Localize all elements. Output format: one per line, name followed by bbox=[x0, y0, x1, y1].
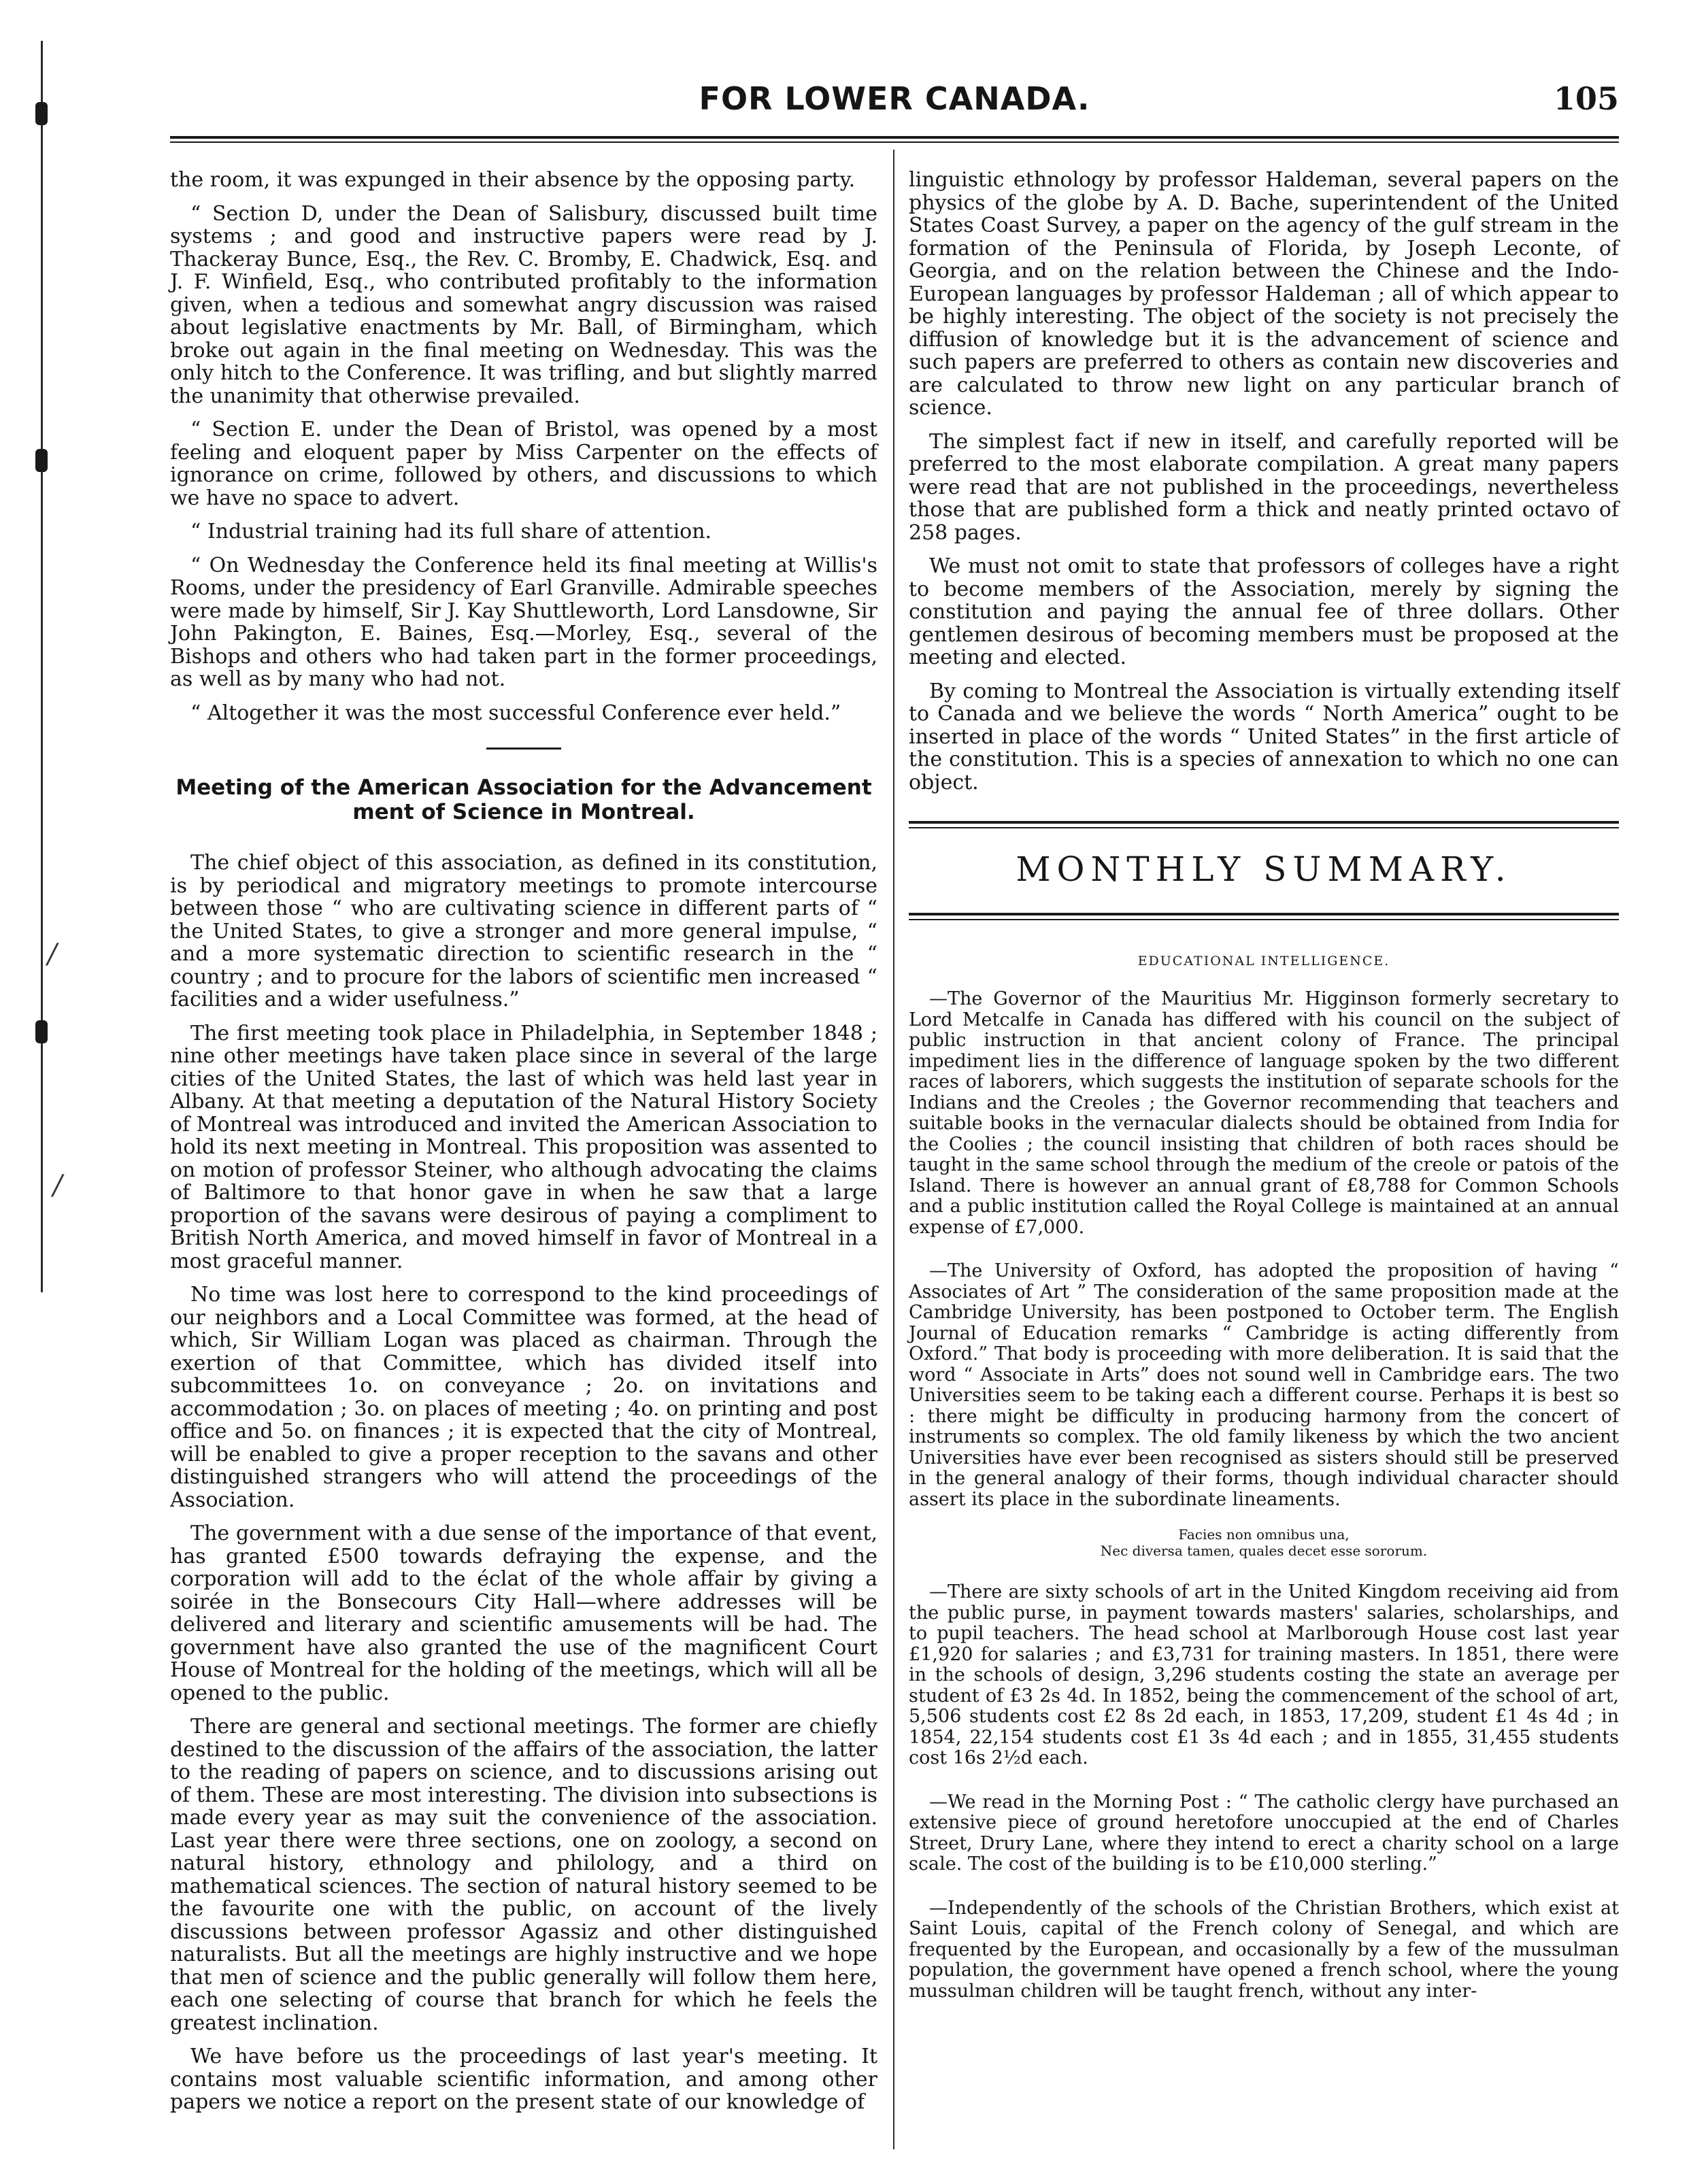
paragraph: “ Altogether it was the most successful Conference ever held.” bbox=[190, 701, 841, 725]
latin-quotation bbox=[909, 1526, 1619, 1559]
binding-knob bbox=[35, 102, 48, 125]
paragraph: There are general and sectional meetings. The former are chiefly destined to the discussion of the affairs of the association, the latter to the reading of papers on science, and to discussions arising out of them. These are most interesting. The division into subsections is made every year as may suit the convenience of the association. Last year there were three sections, one on zoology, a second on natural history, ethnology and philology, and a third on mathematical sciences. The section of natural history seemed to be the favourite one with the public, on account of the lively discussions between professor Agassiz and other distinguished naturalists. But all the meetings are highly instructive and we hope that men of science and the public generally will follow them here, each one selecting of course that branch for which he feels the greatest inclination. bbox=[170, 1715, 877, 2035]
paragraph: “ Industrial training had its full share of attention. bbox=[190, 520, 712, 543]
article-heading-line: ment of Science in Montreal. bbox=[352, 800, 695, 824]
double-rule bbox=[909, 827, 1619, 828]
column-divider bbox=[893, 150, 894, 2149]
paragraph: linguistic ethnology by professor Haldeman, several papers on the physics of the globe by A. D. Bache, superintendent of the United States Coast Survey, a paper on the agency of the gulf stream in the formation of the Peninsula of Florida, by Joseph Leconte, of Georgia, and on the relation between the Chinese and the Indo-European languages by professor Haldeman ; all of which appear to be highly interesting. The object of the society is not precisely the diffusion of knowledge but it is the advancement of science and such papers are preferred to others as contain new discoveries and are calculated to throw new light on any particular branch of science. bbox=[909, 168, 1619, 420]
monthly-summary-title: MONTHLY SUMMARY. bbox=[1016, 850, 1512, 889]
binding-knob bbox=[35, 449, 48, 472]
margin-mark: / bbox=[48, 939, 57, 970]
article-heading bbox=[170, 775, 877, 824]
running-head bbox=[170, 80, 1619, 121]
page-number: 105 bbox=[1553, 80, 1619, 117]
paragraph: The government with a due sense of the importance of that event, has granted £500 towards defraying the expense, and the corporation will add to the éclat of the whole affair by giving a soirée in the Bonsecours City Hall—where addresses will be delivered and literary and scientific amusements will be had. The government have also granted the use of the magnificent Court House of Montreal for the holding of the meetings, which will all be opened to the public. bbox=[170, 1522, 877, 1705]
paragraph: the room, it was expunged in their absence by the opposing party. bbox=[170, 168, 856, 192]
news-items bbox=[909, 989, 1619, 2002]
paragraph: The chief object of this association, as defined in its constitution, is by periodical and migratory meetings to promote intercourse between those “ who are cultivating science in different parts of “ the United States, to give a stronger and more general impulse, “ and a more systematic direction to scientific research in the “ country ; and to procure for the labors of scientific men increased “ facilities and a wider usefulness.” bbox=[170, 851, 877, 1011]
news-item: —The Governor of the Mauritius Mr. Higginson formerly secretary to Lord Metcalfe in Canada has differed with his council on the subject of public instruction in that ancient colony of France. The principal impediment lies in the difference of language spoken by the two different races of laborers, which suggests the institution of separate schools for the Indians and the Creoles ; the Governor recommending that teachers and suitable books in the vernacular dialects should be obtained from India for the Coolies ; the council insisting that children of both races should be taught in the same school through the medium of the creole or patois of the Island. There is however an annual grant of £8,788 for Common Schools and a public institution called the Royal College is maintained at an annual expense of £7,000. bbox=[909, 988, 1619, 1238]
quotation-line: Facies non omnibus una, bbox=[1178, 1526, 1350, 1543]
right-column bbox=[909, 169, 1619, 2025]
paragraph: We must not omit to state that professors of colleges have a right to become members of the Association, merely by signing the constitution and paying the annual fee of three dollars. Other gentlemen desirous of becoming members must be proposed at the meeting and elected. bbox=[909, 554, 1619, 669]
double-rule bbox=[909, 919, 1619, 920]
paragraph: “ On Wednesday the Conference held its final meeting at Willis's Rooms, under the presidency of Earl Granville. Admirable speeches were made by himself, Sir J. Kay Shuttleworth, Lord Lansdowne, Sir John Pakington, E. Baines, Esq.—Morley, Esq., several of the Bishops and others who had taken part in the former proceedings, as well as by many who had not. bbox=[170, 553, 877, 691]
article-heading-line: Meeting of the American Association for the Advancement bbox=[175, 775, 872, 800]
paragraph: The first meeting took place in Philadelphia, in September 1848 ; nine other meetings have taken place since in several of the large cities of the United States, the last of which was held last year in Albany. At that meeting a deputation of the Natural History Society of Montreal was introduced and invited the American Association to hold its next meeting in Montreal. This proposition was assented to on motion of professor Steiner, who although advocating the claims of Baltimore to that honor gave in when he saw that a large proportion of the savans were desirous of paying a compliment to British North America, and moved himself in favor of Montreal in a most graceful manner. bbox=[170, 1021, 877, 1273]
paragraph: “ Section E. under the Dean of Bristol, was opened by a most feeling and eloquent paper by Miss Carpenter on the effects of ignorance on crime, followed by others, and discussions to which we have no space to advert. bbox=[170, 418, 877, 510]
header-rule bbox=[170, 141, 1619, 143]
header-rule bbox=[170, 136, 1619, 139]
paragraph: No time was lost here to correspond to the kind proceedings of our neighbors and a Local Committee was formed, at the head of which, Sir William Logan was placed as chairman. Through the exertion of that Committee, which has divided itself into subcommittees 1o. on conveyance ; 2o. on invitations and accommodation ; 3o. on places of meeting ; 4o. on printing and post office and 5o. on finances ; it is expected that the city of Montreal, will be enabled to give a proper reception to the savans and other distinguished strangers who will attend the proceedings of the Association. bbox=[170, 1283, 877, 1512]
news-item: —There are sixty schools of art in the United Kingdom receiving aid from the public purse, in payment towards masters' salaries, scholarships, and to pupil teachers. The head school at Marlborough House cost last year £1,920 for salaries ; and £3,731 for training masters. In 1851, there were in the schools of design, 3,296 students costing the state an average per student of £3 2s 4d. In 1852, being the commencement of the school of art, 5,506 students cost £2 8s 2d each, in 1853, 17,209, student £1 4s 4d ; in 1854, 22,154 students cost £1 3s 4d each ; and in 1855, 31,455 students cost 16s 2½d each. bbox=[909, 1581, 1619, 1768]
running-title: FOR LOWER CANADA. bbox=[699, 80, 1090, 117]
double-rule bbox=[909, 821, 1619, 824]
paragraph: “ Section D, under the Dean of Salisbury, discussed built time systems ; and good and instructive papers were read by J. Thackeray Bunce, Esq., the Rev. C. Bromby, E. Chadwick, Esq. and J. F. Winfield, Esq., who contributed profitably to the information given, when a tedious and somewhat angry discussion was raised about legislative enactments by Mr. Ball, of Birmingham, which broke out again in the final meeting on Wednesday. This was the only hitch to the Conference. It was trifling, and but slightly marred the unanimity that otherwise prevailed. bbox=[170, 201, 877, 408]
news-item: —Independently of the schools of the Christian Brothers, which exist at Saint Louis, capital of the French colony of Senegal, and which are frequented by the European, and occasionally by a few of the mussulman population, the government have opened a french school, where the young mussulman children will be taught french, without any inter- bbox=[909, 1897, 1619, 2002]
paragraph: By coming to Montreal the Association is virtually extending itself to Canada and we believe the words “ North America” ought to be inserted in place of the words “ United States” in the first article of the constitution. This is a species of annexation to which no one can object. bbox=[909, 679, 1619, 794]
news-item: —The University of Oxford, has adopted the proposition of having “ Associates of Art ” The consideration of the same proposition made at the Cambridge University, has been postponed to October term. The English Journal of Education remarks “ Cambridge is acting differently from Oxford.” That body is proceeding with more deliberation. It is said that the word “ Associate in Arts” does not sound well in Cambridge ears. The two Universities seem to be taking each a different course. Perhaps it is best so : there might be difficulty in producing harmony from the concert of instruments so complex. The old family likeness by which the two ancient Universities have ever been recognised as sisters should still be preserved in the general analogy of their forms, though individual character should assert its place in the subordinate lineaments. bbox=[909, 1260, 1619, 1510]
binding-line bbox=[41, 41, 43, 1292]
section-separator bbox=[486, 747, 561, 750]
binding-knob bbox=[35, 1020, 48, 1043]
paragraph: We have before us the proceedings of last year's meeting. It contains most valuable scientific information, and among other papers we notice a report on the present state of our knowledge of bbox=[170, 2045, 877, 2114]
monthly-summary-block bbox=[909, 821, 1619, 2002]
paragraph: The simplest fact if new in itself, and carefully reported will be preferred to the most elaborate compilation. A great many papers were read that are not published in the proceedings, nevertheless those that are published form a thick and neatly printed octavo of 258 pages. bbox=[909, 429, 1619, 545]
section-subheading: EDUCATIONAL INTELLIGENCE. bbox=[1137, 953, 1390, 969]
news-item: —We read in the Morning Post : “ The catholic clergy have purchased an extensive piece of ground heretofore unoccupied at the end of Charles Street, Drury Lane, where they intend to erect a charity school on a large scale. The cost of the building is to be £10,000 sterling.” bbox=[909, 1791, 1619, 1875]
margin-mark: / bbox=[53, 1170, 63, 1201]
left-column bbox=[170, 169, 877, 2125]
double-rule bbox=[909, 913, 1619, 915]
quotation-line: Nec diversa tamen, quales decet esse sororum. bbox=[1100, 1543, 1428, 1559]
